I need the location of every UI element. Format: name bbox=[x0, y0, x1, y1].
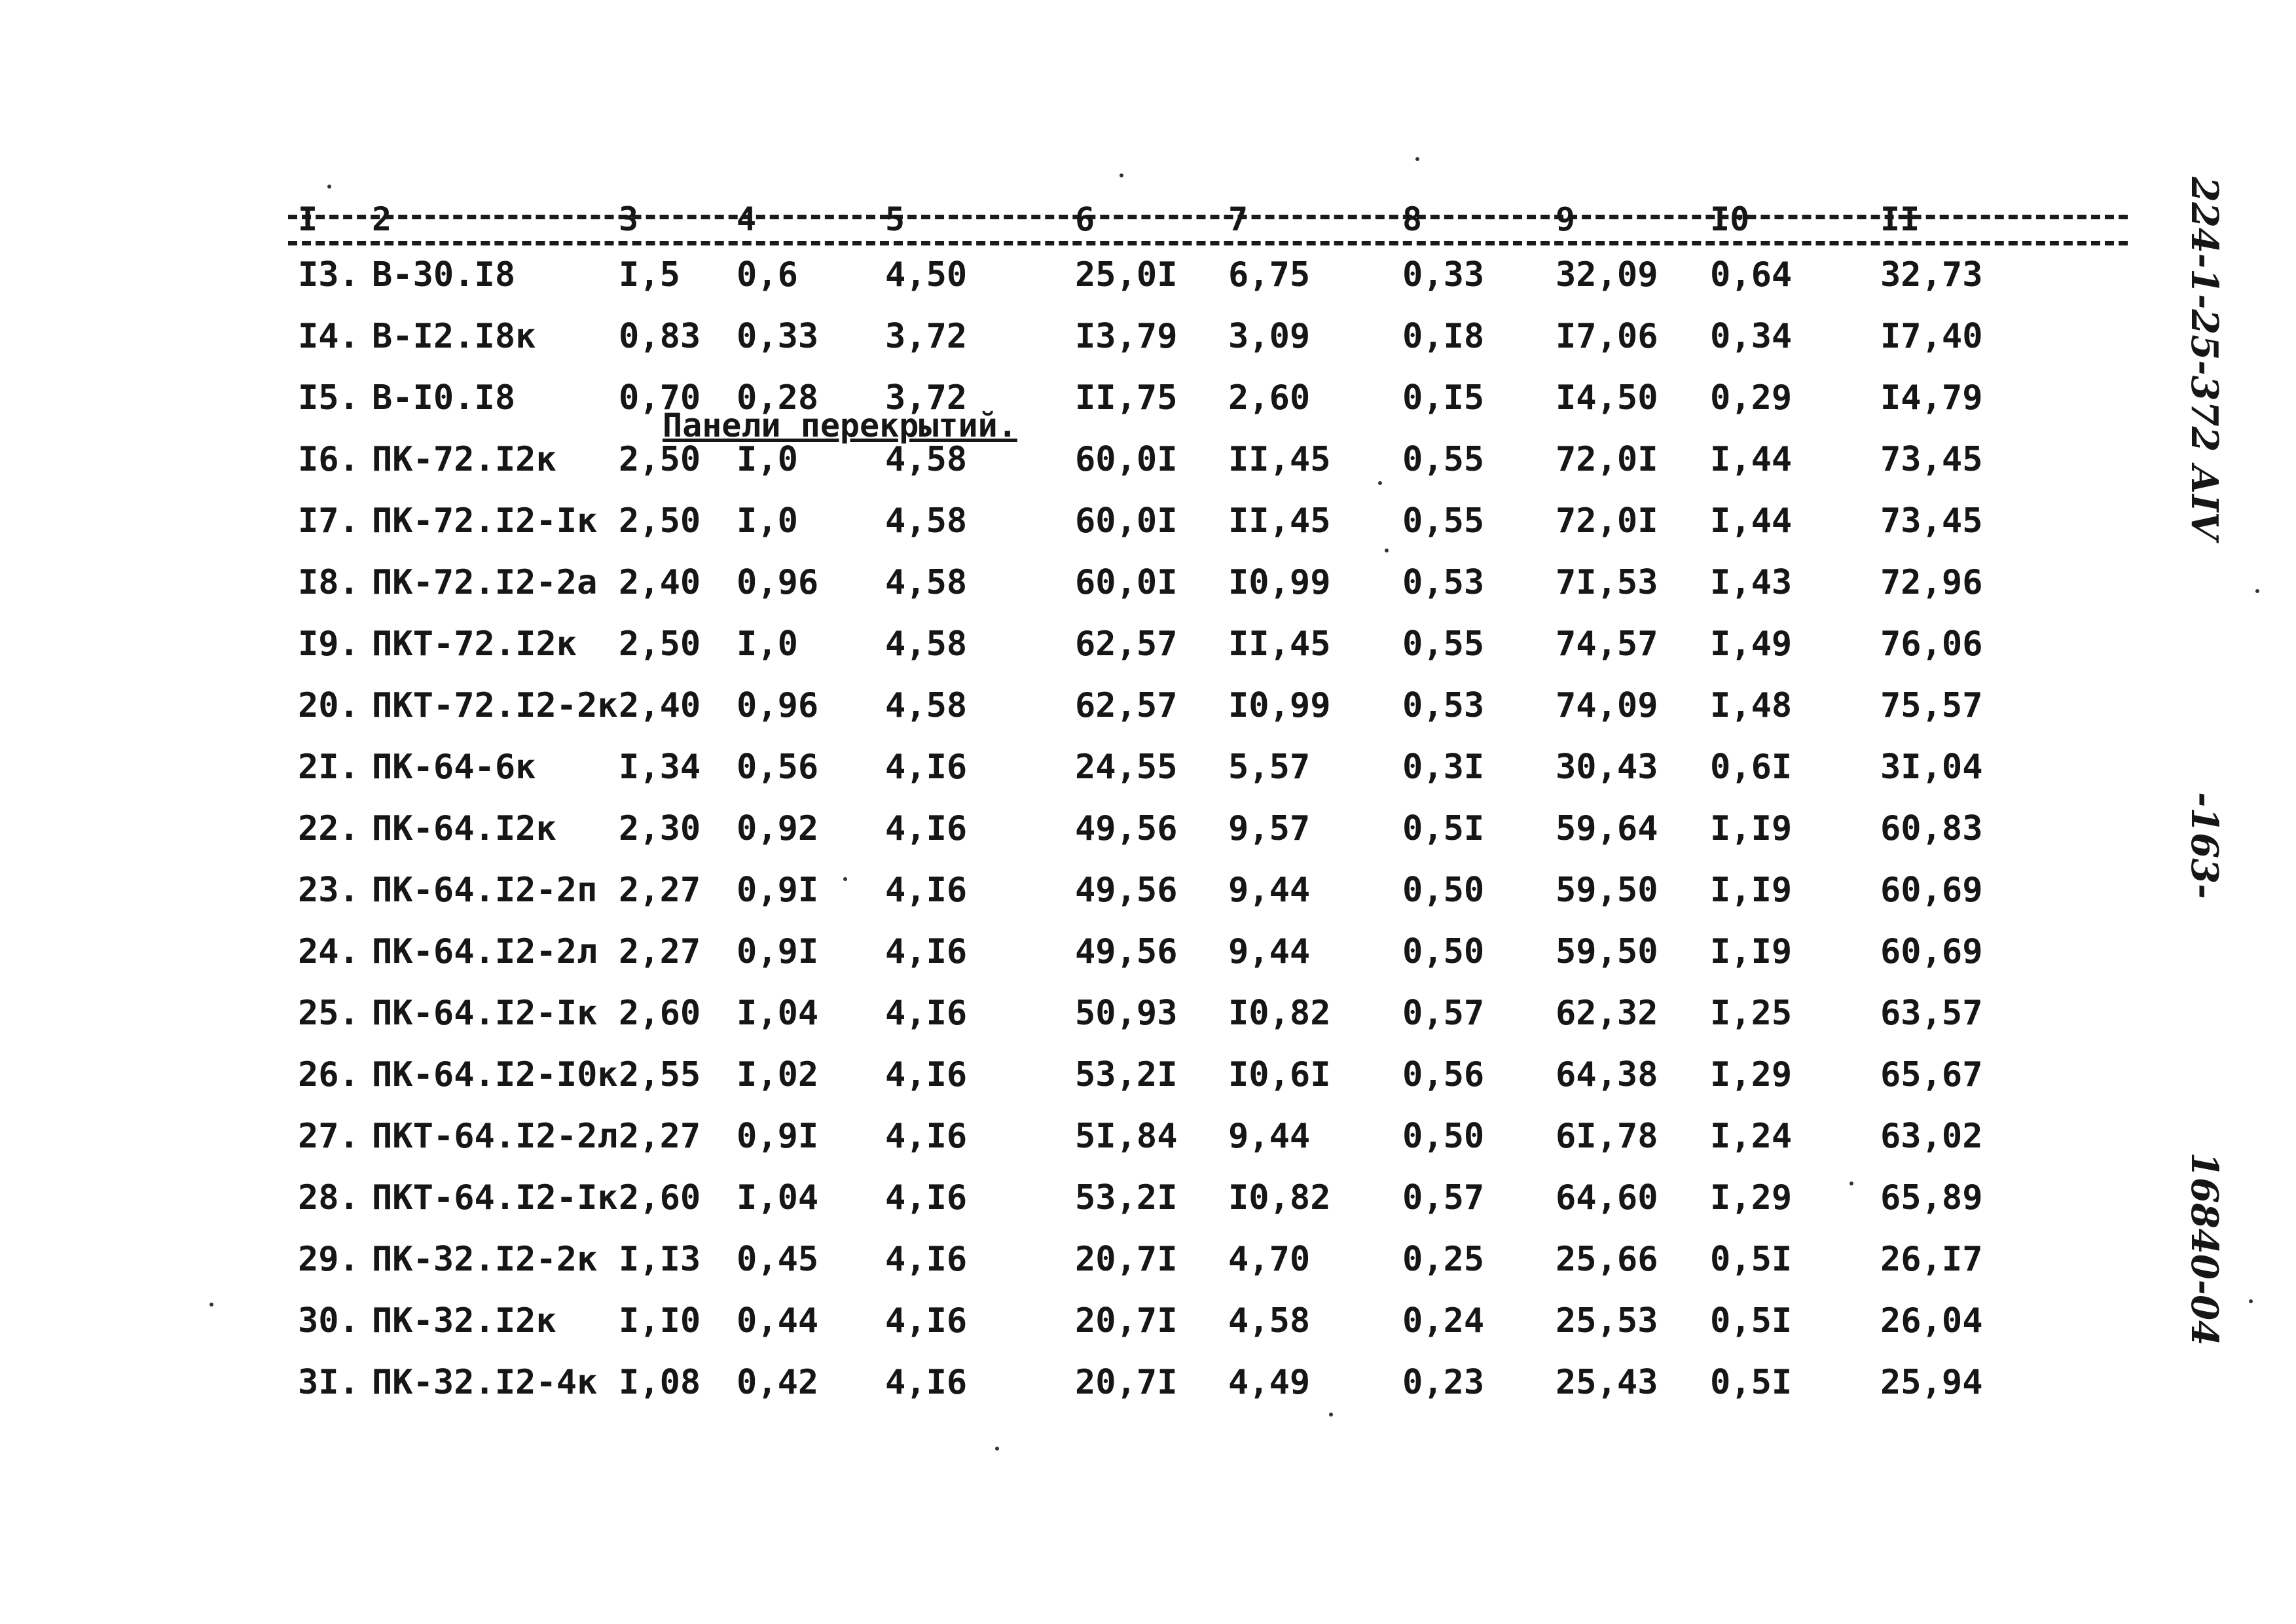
value-cell: 0,6 bbox=[737, 255, 798, 295]
value-cell: 59,50 bbox=[1556, 871, 1658, 910]
table-row bbox=[0, 1356, 2160, 1409]
value-cell: 0,96 bbox=[737, 686, 819, 725]
scan-speck bbox=[327, 185, 331, 189]
value-cell: I,24 bbox=[1710, 1117, 1793, 1156]
value-cell: 0,57 bbox=[1402, 1178, 1485, 1218]
item-mark-cell: ПК-32.I2-4к bbox=[372, 1363, 598, 1402]
value-cell: 4,50 bbox=[885, 255, 968, 295]
value-cell: 0,29 bbox=[1710, 378, 1793, 418]
value-cell: 49,56 bbox=[1075, 871, 1178, 910]
value-cell: 0,50 bbox=[1402, 871, 1485, 910]
table-row bbox=[0, 495, 2160, 547]
value-cell: 0,5I bbox=[1710, 1363, 1793, 1402]
item-mark-cell: ПК-64.I2-Iк bbox=[372, 994, 598, 1033]
value-cell: 0,96 bbox=[737, 563, 819, 602]
item-mark-cell: ПК-64.I2-I0к bbox=[372, 1055, 618, 1094]
item-mark-cell: ПК-32.I2к bbox=[372, 1301, 556, 1341]
value-cell: 9,57 bbox=[1228, 809, 1311, 848]
row-number-cell: 3I. bbox=[298, 1363, 359, 1402]
item-mark-cell: В-I2.I8к bbox=[372, 317, 536, 356]
item-mark-cell: ПК-64-6к bbox=[372, 748, 536, 787]
value-cell: 25,0I bbox=[1075, 255, 1178, 295]
item-mark-cell: ПКТ-64.I2-Iк bbox=[372, 1178, 618, 1218]
table-row bbox=[0, 1295, 2160, 1347]
table-row bbox=[0, 741, 2160, 793]
value-cell: 0,53 bbox=[1402, 686, 1485, 725]
value-cell: I,I9 bbox=[1710, 932, 1793, 971]
value-cell: 50,93 bbox=[1075, 994, 1178, 1033]
value-cell: 65,67 bbox=[1880, 1055, 1983, 1094]
value-cell: I0,99 bbox=[1228, 563, 1331, 602]
value-cell: 30,43 bbox=[1556, 748, 1658, 787]
scan-speck bbox=[843, 877, 847, 881]
table-row bbox=[0, 1172, 2160, 1224]
value-cell: 32,73 bbox=[1880, 255, 1983, 295]
row-number-cell: 22. bbox=[298, 809, 359, 848]
scan-speck bbox=[1415, 157, 1419, 161]
value-cell: 4,49 bbox=[1228, 1363, 1311, 1402]
column-header: 2 bbox=[372, 200, 392, 238]
value-cell: 0,I5 bbox=[1402, 378, 1485, 418]
value-cell: 64,38 bbox=[1556, 1055, 1658, 1094]
value-cell: 0,55 bbox=[1402, 440, 1485, 479]
scan-speck bbox=[210, 1303, 213, 1307]
value-cell: 4,I6 bbox=[885, 1055, 968, 1094]
table-row bbox=[0, 926, 2160, 978]
value-cell: 4,I6 bbox=[885, 932, 968, 971]
value-cell: 0,I8 bbox=[1402, 317, 1485, 356]
item-mark-cell: ПК-64.I2-2п bbox=[372, 871, 598, 910]
value-cell: 32,09 bbox=[1556, 255, 1658, 295]
value-cell: I,44 bbox=[1710, 501, 1793, 541]
value-cell: 0,92 bbox=[737, 809, 819, 848]
value-cell: 0,50 bbox=[1402, 932, 1485, 971]
item-mark-cell: ПК-32.I2-2к bbox=[372, 1240, 598, 1279]
section-caption: Панели перекрытий. bbox=[663, 406, 1017, 444]
value-cell: 0,28 bbox=[737, 378, 819, 418]
value-cell: 0,9I bbox=[737, 1117, 819, 1156]
header-dashed-rule-bottom bbox=[288, 241, 2128, 245]
value-cell: 63,57 bbox=[1880, 994, 1983, 1033]
doc-code-annotation: 224-1-25-372 АIV bbox=[2183, 177, 2226, 541]
value-cell: 0,9I bbox=[737, 932, 819, 971]
value-cell: 60,0I bbox=[1075, 501, 1178, 541]
value-cell: 62,57 bbox=[1075, 686, 1178, 725]
value-cell: 65,89 bbox=[1880, 1178, 1983, 1218]
value-cell: 2,40 bbox=[619, 563, 701, 602]
table-row bbox=[0, 1110, 2160, 1163]
row-number-cell: I5. bbox=[298, 378, 359, 418]
value-cell: 6,75 bbox=[1228, 255, 1311, 295]
column-header: 5 bbox=[885, 200, 905, 238]
item-mark-cell: ПКТ-72.I2-2к bbox=[372, 686, 618, 725]
value-cell: 4,70 bbox=[1228, 1240, 1311, 1279]
value-cell: 25,94 bbox=[1880, 1363, 1983, 1402]
value-cell: 0,57 bbox=[1402, 994, 1485, 1033]
value-cell: 72,0I bbox=[1556, 440, 1658, 479]
row-number-cell: 26. bbox=[298, 1055, 359, 1094]
value-cell: 20,7I bbox=[1075, 1240, 1178, 1279]
value-cell: II,45 bbox=[1228, 440, 1331, 479]
row-number-cell: 2I. bbox=[298, 748, 359, 787]
table-row bbox=[0, 864, 2160, 916]
value-cell: I,04 bbox=[737, 994, 819, 1033]
value-cell: 0,45 bbox=[737, 1240, 819, 1279]
row-number-cell: 25. bbox=[298, 994, 359, 1033]
scan-speck bbox=[2255, 589, 2259, 593]
scan-speck bbox=[2249, 1299, 2253, 1303]
value-cell: 4,I6 bbox=[885, 748, 968, 787]
value-cell: I0,6I bbox=[1228, 1055, 1331, 1094]
value-cell: 4,I6 bbox=[885, 1363, 968, 1402]
value-cell: 0,3I bbox=[1402, 748, 1485, 787]
value-cell: 2,55 bbox=[619, 1055, 701, 1094]
value-cell: I,I3 bbox=[619, 1240, 701, 1279]
item-mark-cell: ПК-72.I2к bbox=[372, 440, 556, 479]
item-mark-cell: ПКТ-72.I2к bbox=[372, 624, 577, 664]
value-cell: 60,69 bbox=[1880, 932, 1983, 971]
value-cell: 0,55 bbox=[1402, 624, 1485, 664]
value-cell: I,25 bbox=[1710, 994, 1793, 1033]
value-cell: 3I,04 bbox=[1880, 748, 1983, 787]
scan-speck bbox=[995, 1447, 999, 1451]
table-row bbox=[0, 803, 2160, 855]
scan-speck bbox=[1378, 481, 1382, 485]
value-cell: 4,58 bbox=[885, 563, 968, 602]
value-cell: 4,58 bbox=[885, 686, 968, 725]
value-cell: 60,0I bbox=[1075, 440, 1178, 479]
value-cell: 0,5I bbox=[1402, 809, 1485, 848]
value-cell: 0,55 bbox=[1402, 501, 1485, 541]
table-row bbox=[0, 310, 2160, 363]
value-cell: 4,I6 bbox=[885, 994, 968, 1033]
value-cell: 76,06 bbox=[1880, 624, 1983, 664]
value-cell: 49,56 bbox=[1075, 809, 1178, 848]
value-cell: 0,50 bbox=[1402, 1117, 1485, 1156]
value-cell: 49,56 bbox=[1075, 932, 1178, 971]
column-header: II bbox=[1880, 200, 1920, 238]
row-number-cell: 28. bbox=[298, 1178, 359, 1218]
row-number-cell: I4. bbox=[298, 317, 359, 356]
value-cell: I,29 bbox=[1710, 1178, 1793, 1218]
value-cell: 73,45 bbox=[1880, 501, 1983, 541]
item-mark-cell: ПК-72.I2-2а bbox=[372, 563, 598, 602]
value-cell: 9,44 bbox=[1228, 871, 1311, 910]
item-mark-cell: ПК-64.I2-2л bbox=[372, 932, 598, 971]
value-cell: 60,83 bbox=[1880, 809, 1983, 848]
value-cell: I,0 bbox=[737, 624, 798, 664]
page-number-annotation: -163- bbox=[2183, 792, 2226, 899]
value-cell: I0,82 bbox=[1228, 994, 1331, 1033]
value-cell: I,48 bbox=[1710, 686, 1793, 725]
table-row bbox=[0, 1233, 2160, 1286]
value-cell: 4,58 bbox=[885, 501, 968, 541]
value-cell: 0,83 bbox=[619, 317, 701, 356]
value-cell: 0,56 bbox=[737, 748, 819, 787]
column-header: I0 bbox=[1710, 200, 1750, 238]
scan-speck bbox=[1850, 1182, 1853, 1185]
value-cell: 2,50 bbox=[619, 624, 701, 664]
value-cell: 2,60 bbox=[619, 994, 701, 1033]
value-cell: I,I0 bbox=[619, 1301, 701, 1341]
table-row bbox=[0, 433, 2160, 486]
value-cell: 2,30 bbox=[619, 809, 701, 848]
value-cell: 59,64 bbox=[1556, 809, 1658, 848]
table-row bbox=[0, 1049, 2160, 1101]
value-cell: 53,2I bbox=[1075, 1178, 1178, 1218]
table-row bbox=[0, 679, 2160, 732]
value-cell: 5I,84 bbox=[1075, 1117, 1178, 1156]
value-cell: 24,55 bbox=[1075, 748, 1178, 787]
value-cell: 0,33 bbox=[737, 317, 819, 356]
column-header: 9 bbox=[1556, 200, 1576, 238]
value-cell: 0,25 bbox=[1402, 1240, 1485, 1279]
value-cell: 62,57 bbox=[1075, 624, 1178, 664]
table-row bbox=[0, 372, 2160, 424]
value-cell: I,43 bbox=[1710, 563, 1793, 602]
value-cell: 0,53 bbox=[1402, 563, 1485, 602]
value-cell: 2,27 bbox=[619, 932, 701, 971]
scan-speck bbox=[1385, 549, 1389, 552]
value-cell: 64,60 bbox=[1556, 1178, 1658, 1218]
value-cell: I,0 bbox=[737, 440, 798, 479]
item-mark-cell: ПК-64.I2к bbox=[372, 809, 556, 848]
scan-speck bbox=[1120, 173, 1123, 177]
row-number-cell: 29. bbox=[298, 1240, 359, 1279]
row-number-cell: I9. bbox=[298, 624, 359, 664]
value-cell: 62,32 bbox=[1556, 994, 1658, 1033]
value-cell: 2,50 bbox=[619, 440, 701, 479]
value-cell: I0,82 bbox=[1228, 1178, 1331, 1218]
value-cell: I7,06 bbox=[1556, 317, 1658, 356]
value-cell: 0,44 bbox=[737, 1301, 819, 1341]
value-cell: 4,I6 bbox=[885, 1301, 968, 1341]
value-cell: 75,57 bbox=[1880, 686, 1983, 725]
value-cell: I,29 bbox=[1710, 1055, 1793, 1094]
value-cell: 74,09 bbox=[1556, 686, 1658, 725]
value-cell: 25,43 bbox=[1556, 1363, 1658, 1402]
value-cell: 4,58 bbox=[885, 440, 968, 479]
row-number-cell: I6. bbox=[298, 440, 359, 479]
value-cell: I,08 bbox=[619, 1363, 701, 1402]
value-cell: 25,53 bbox=[1556, 1301, 1658, 1341]
value-cell: 3,09 bbox=[1228, 317, 1311, 356]
value-cell: 4,I6 bbox=[885, 871, 968, 910]
value-cell: 0,42 bbox=[737, 1363, 819, 1402]
value-cell: 74,57 bbox=[1556, 624, 1658, 664]
value-cell: 3,72 bbox=[885, 317, 968, 356]
value-cell: 0,5I bbox=[1710, 1301, 1793, 1341]
header-dashed-rule-top bbox=[288, 215, 2128, 219]
item-mark-cell: ПК-72.I2-Iк bbox=[372, 501, 598, 541]
value-cell: I,5 bbox=[619, 255, 680, 295]
row-number-cell: I8. bbox=[298, 563, 359, 602]
value-cell: 2,60 bbox=[619, 1178, 701, 1218]
value-cell: 9,44 bbox=[1228, 932, 1311, 971]
value-cell: I,02 bbox=[737, 1055, 819, 1094]
value-cell: I4,79 bbox=[1880, 378, 1983, 418]
table-row bbox=[0, 249, 2160, 301]
value-cell: 0,34 bbox=[1710, 317, 1793, 356]
value-cell: 4,I6 bbox=[885, 809, 968, 848]
row-number-cell: I7. bbox=[298, 501, 359, 541]
value-cell: I,44 bbox=[1710, 440, 1793, 479]
value-cell: 63,02 bbox=[1880, 1117, 1983, 1156]
value-cell: 9,44 bbox=[1228, 1117, 1311, 1156]
item-mark-cell: В-I0.I8 bbox=[372, 378, 516, 418]
value-cell: I,49 bbox=[1710, 624, 1793, 664]
value-cell: 2,40 bbox=[619, 686, 701, 725]
value-cell: I4,50 bbox=[1556, 378, 1658, 418]
value-cell: 60,0I bbox=[1075, 563, 1178, 602]
table-row bbox=[0, 618, 2160, 670]
value-cell: 25,66 bbox=[1556, 1240, 1658, 1279]
row-number-cell: I3. bbox=[298, 255, 359, 295]
column-header: I bbox=[298, 200, 318, 238]
column-header: 4 bbox=[737, 200, 757, 238]
value-cell: 4,58 bbox=[1228, 1301, 1311, 1341]
row-number-cell: 23. bbox=[298, 871, 359, 910]
row-number-cell: 27. bbox=[298, 1117, 359, 1156]
row-number-cell: 20. bbox=[298, 686, 359, 725]
value-cell: 0,56 bbox=[1402, 1055, 1485, 1094]
row-number-cell: 30. bbox=[298, 1301, 359, 1341]
value-cell: 60,69 bbox=[1880, 871, 1983, 910]
value-cell: 26,04 bbox=[1880, 1301, 1983, 1341]
value-cell: 53,2I bbox=[1075, 1055, 1178, 1094]
value-cell: I,I9 bbox=[1710, 871, 1793, 910]
value-cell: 72,0I bbox=[1556, 501, 1658, 541]
value-cell: 73,45 bbox=[1880, 440, 1983, 479]
value-cell: 0,70 bbox=[619, 378, 701, 418]
value-cell: 0,5I bbox=[1710, 1240, 1793, 1279]
value-cell: II,45 bbox=[1228, 501, 1331, 541]
value-cell: 0,64 bbox=[1710, 255, 1793, 295]
value-cell: 4,58 bbox=[885, 624, 968, 664]
value-cell: 0,33 bbox=[1402, 255, 1485, 295]
value-cell: I0,99 bbox=[1228, 686, 1331, 725]
value-cell: 0,24 bbox=[1402, 1301, 1485, 1341]
value-cell: 2,27 bbox=[619, 1117, 701, 1156]
table-row bbox=[0, 556, 2160, 609]
value-cell: 4,I6 bbox=[885, 1240, 968, 1279]
value-cell: 72,96 bbox=[1880, 563, 1983, 602]
value-cell: 6I,78 bbox=[1556, 1117, 1658, 1156]
column-header: 8 bbox=[1402, 200, 1423, 238]
value-cell: 2,27 bbox=[619, 871, 701, 910]
column-header: 6 bbox=[1075, 200, 1095, 238]
value-cell: II,75 bbox=[1075, 378, 1178, 418]
value-cell: 2,50 bbox=[619, 501, 701, 541]
value-cell: I,0 bbox=[737, 501, 798, 541]
value-cell: 0,6I bbox=[1710, 748, 1793, 787]
column-header: 3 bbox=[619, 200, 639, 238]
value-cell: II,45 bbox=[1228, 624, 1331, 664]
value-cell: 7I,53 bbox=[1556, 563, 1658, 602]
value-cell: 20,7I bbox=[1075, 1301, 1178, 1341]
value-cell: I,34 bbox=[619, 748, 701, 787]
value-cell: 5,57 bbox=[1228, 748, 1311, 787]
value-cell: 4,I6 bbox=[885, 1178, 968, 1218]
value-cell: 26,I7 bbox=[1880, 1240, 1983, 1279]
item-mark-cell: ПКТ-64.I2-2л bbox=[372, 1117, 618, 1156]
item-mark-cell: В-30.I8 bbox=[372, 255, 516, 295]
table-row bbox=[0, 987, 2160, 1039]
value-cell: I,I9 bbox=[1710, 809, 1793, 848]
column-header: 7 bbox=[1228, 200, 1248, 238]
value-cell: 3,72 bbox=[885, 378, 968, 418]
value-cell: I7,40 bbox=[1880, 317, 1983, 356]
value-cell: 0,23 bbox=[1402, 1363, 1485, 1402]
archive-number-annotation: 16840-04 bbox=[2183, 1152, 2226, 1346]
value-cell: I3,79 bbox=[1075, 317, 1178, 356]
row-number-cell: 24. bbox=[298, 932, 359, 971]
value-cell: 2,60 bbox=[1228, 378, 1311, 418]
value-cell: 20,7I bbox=[1075, 1363, 1178, 1402]
scan-speck bbox=[1329, 1413, 1333, 1416]
value-cell: 4,I6 bbox=[885, 1117, 968, 1156]
value-cell: 59,50 bbox=[1556, 932, 1658, 971]
value-cell: 0,9I bbox=[737, 871, 819, 910]
value-cell: I,04 bbox=[737, 1178, 819, 1218]
